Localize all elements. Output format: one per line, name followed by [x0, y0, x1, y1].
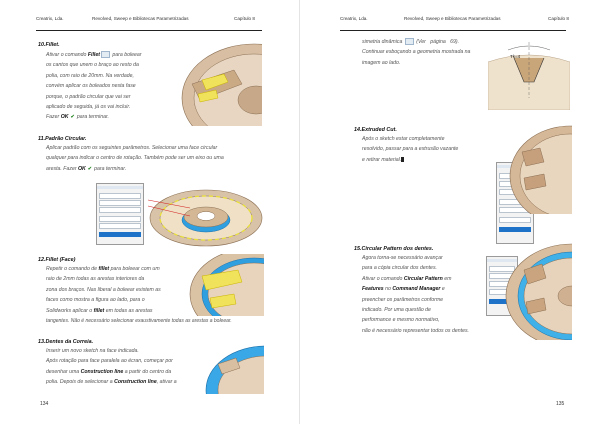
dynamic-mirror-icon [405, 38, 414, 45]
step-14-title: 14.Extruded Cut. [354, 127, 397, 133]
circular-pattern-keyword: Circular Pattern [403, 275, 443, 282]
step-12-text: Repetir o comando de fillet para boleear com um raio de 2mm todas as arestas interiores da zona dos braços. Nas liberal a boleear existem as faces como mostra a figura ao lado, para o Solidworks aplicar o fillet em todas as arestas [46, 266, 161, 314]
command-manager-keyword: Command Manager [392, 286, 441, 293]
step-15-title: 15.Circular Pattern dos dentes. [354, 246, 434, 252]
step-10-text: Ativar o comando Fillet para boleear os cantos que unem o braço ao resto da polia, com raio de 20mm. Na verdade, convém aplicar os boleados nesta fase porque, o padrão circular que vai ser aplicado de seguida, já os vai incluir. Fazer OK ✔ para terminar. [46, 50, 164, 123]
construction-line-keyword-2: Construction line [114, 379, 157, 386]
header-rule-right [340, 30, 566, 31]
features-keyword: Features [362, 286, 384, 293]
teeth-pattern-figure [496, 240, 572, 340]
ok-check-icon: ✔ [70, 114, 75, 121]
step-12-title: 12.Fillet (Face) [38, 257, 76, 263]
extruded-cut-figure [500, 122, 572, 214]
right-header [300, 16, 600, 26]
fillet-keyword-2: fillet [93, 307, 105, 314]
construction-line-keyword: Construction line [80, 368, 124, 375]
fillet-keyword: fillet [98, 266, 110, 272]
header-rule [36, 30, 262, 31]
mouse-cursor-icon [401, 157, 404, 162]
right-page-number: 135 [556, 401, 565, 407]
header-chapter-right: Capítulo 8 [548, 16, 569, 21]
fillet-tool-icon [101, 51, 110, 58]
right-page [300, 0, 600, 424]
step-13-continued-text: simetria dinâmica (Ver página 69). Continuar esboçando a geometria mostrada na imagem ao lado. [362, 39, 471, 66]
fillet-command: Fillet [87, 52, 100, 58]
header-company-right: Creatrix, Lda. [340, 16, 368, 21]
header-company: Creatrix, Lda. [36, 16, 64, 21]
circular-pattern-figure [144, 180, 264, 254]
step-13-text: Inserir um novo sketch na face indicada. Após rotação para face paralela ao écran, começar por desenhar uma Construction line a partir do centro da polia. Depois de selecionar a Construction line, ativar a [46, 348, 177, 386]
ok-keyword: OK [60, 114, 69, 121]
step-13-title: 13.Dentes da Correia. [38, 339, 94, 345]
header-chapter: Capítulo 8 [234, 16, 255, 21]
left-header [0, 16, 300, 26]
tooth-sketch-figure [488, 38, 570, 110]
step-15-text: Agora torna-se necessário avançar para a cópia circular dos dentes. Ativar o comando Circular Pattern em Features no Command Manager e preencher os parâmetros conforme indicado. Por uma questão de performance e mesmo normativo, não é necessário representar todos os dentes. [362, 255, 469, 334]
ok-keyword-2: OK [78, 165, 86, 172]
step-11-title: 11.Padrão Circular. [38, 136, 87, 142]
ok-check-icon-2: ✔ [87, 165, 93, 172]
header-book-title: Revolved, Sweep e Bibliotecas Parametrizadas [92, 16, 189, 21]
step-10-title: 10.Fillet. [38, 42, 60, 48]
step-12-text-end: tangentes. Não é necessário selecionar exaustivamente todas as arestas a boleear. [46, 318, 232, 324]
step-14-text: Após o sketch estar completamente resolvido, passar para a extrusão vazante e retirar material. [362, 136, 459, 163]
circular-pattern-property-manager [96, 183, 144, 245]
header-book-title-right: Revolved, Sweep e Bibliotecas Parametrizadas [404, 16, 501, 21]
step-11-text: Aplicar padrão com os seguintes parâmetros. Selecionar uma face circular qualquer para indicar o centro de rotação. Também pode ser um eixo ou uma aresta. Fazer OK ✔ para terminar. [46, 143, 262, 174]
fillet-face-figure [184, 254, 264, 316]
sketch-face-figure [196, 334, 264, 394]
sketch-dimension-label: Tk=4 [510, 54, 521, 59]
left-page-number: 134 [40, 401, 49, 407]
fillet-figure [172, 40, 262, 126]
